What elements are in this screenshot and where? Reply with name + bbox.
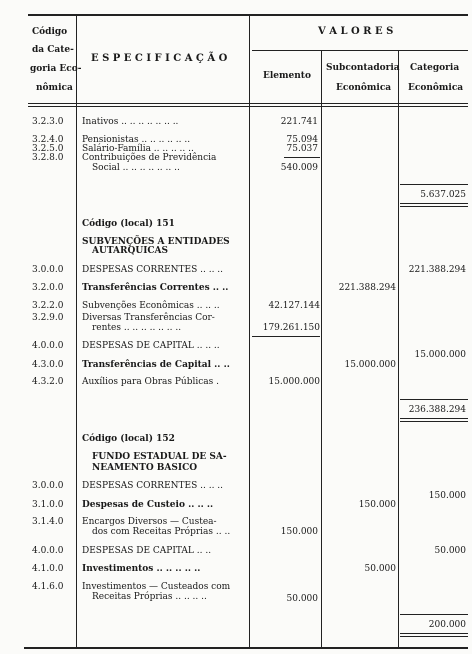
row-desc: Pensionistas .. .. .. .. .. .. xyxy=(82,135,191,145)
total-rule xyxy=(400,184,468,185)
row-desc: Investimentos — Custeados com xyxy=(82,582,231,592)
row-subcontadoria: 15.000.000 xyxy=(344,360,396,370)
row-desc: Receitas Próprias .. .. .. .. xyxy=(92,592,207,602)
total-rule xyxy=(400,614,468,615)
total-rule xyxy=(400,206,468,207)
row-desc: rentes .. .. .. .. .. .. .. xyxy=(92,323,182,333)
row-desc: DESPESAS DE CAPITAL .. .. xyxy=(82,546,212,556)
row-subcontadoria: 221.388.294 xyxy=(338,283,396,293)
header-code-4: nômica xyxy=(36,83,73,93)
row-code: 3.0.0.0 xyxy=(32,481,64,491)
header-valores: V A L O R E S xyxy=(318,26,394,37)
total-rule xyxy=(400,421,468,422)
row-elemento: 75.094 xyxy=(286,135,318,145)
row-code: 4.0.0.0 xyxy=(32,341,64,351)
row-elemento: 50.000 xyxy=(286,594,318,604)
row-code: 3.2.4.0 xyxy=(32,135,64,145)
row-desc: Transferências Correntes .. .. xyxy=(82,283,229,293)
row-code: 4.1.6.0 xyxy=(32,582,64,592)
header-categoria-1: Categoria xyxy=(410,63,460,73)
row-code: 3.1.0.0 xyxy=(32,500,64,510)
row-desc: Inativos .. .. .. .. .. .. .. xyxy=(82,117,179,127)
header-bottom-border-2 xyxy=(28,106,468,107)
row-desc: Auxílios para Obras Públicas . xyxy=(82,377,219,387)
row-desc: Contribuições de Previdência xyxy=(82,153,217,163)
header-code-1: Código xyxy=(32,27,68,37)
row-code: 4.3.2.0 xyxy=(32,377,64,387)
section-code: Código (local) 152 xyxy=(82,434,175,444)
category-total: 5.637.025 xyxy=(420,190,466,200)
row-categoria: 15.000.000 xyxy=(414,350,466,360)
row-categoria: 150.000 xyxy=(428,491,466,501)
row-code: 4.1.0.0 xyxy=(32,564,64,574)
total-rule xyxy=(400,399,468,400)
row-code: 4.3.0.0 xyxy=(32,360,64,370)
row-code: 3.1.4.0 xyxy=(32,517,64,527)
row-elemento: 221.741 xyxy=(280,117,318,127)
row-desc: Subvenções Econômicas .. .. .. xyxy=(82,301,220,311)
section-title: SUBVENÇÕES A ENTIDADES xyxy=(82,237,230,247)
header-subcontadoria-1: Subcontadoria xyxy=(326,63,400,73)
subtotal-line xyxy=(284,157,320,158)
header-code-3: goria Eco- xyxy=(30,64,82,74)
total-rule xyxy=(400,633,468,634)
section-title: FUNDO ESTADUAL DE SA- xyxy=(92,452,227,462)
total-rule xyxy=(400,418,468,419)
row-elemento: 540.009 xyxy=(280,163,318,173)
row-subcontadoria: 150.000 xyxy=(358,500,396,510)
section-title: NEAMENTO BASICO xyxy=(92,463,198,473)
column-divider-elemento xyxy=(321,50,322,647)
subtotal-line xyxy=(252,336,320,337)
top-border xyxy=(28,14,468,16)
row-categoria: 221.388.294 xyxy=(408,265,466,275)
row-code: 4.0.0.0 xyxy=(32,546,64,556)
row-elemento: 15.000.000 xyxy=(268,377,320,387)
row-desc: Diversas Transferências Cor- xyxy=(82,313,215,323)
row-elemento: 42.127.144 xyxy=(268,301,320,311)
row-desc: DESPESAS DE CAPITAL .. .. .. xyxy=(82,341,220,351)
header-especificacao: E S P E C I F I C A Ç Ã O xyxy=(91,53,228,64)
row-code: 3.2.0.0 xyxy=(32,283,64,293)
row-desc: Investimentos .. .. .. .. .. xyxy=(82,564,201,574)
row-desc: DESPESAS CORRENTES .. .. .. xyxy=(82,265,224,275)
section-title: AUTARQUICAS xyxy=(92,246,169,256)
row-desc: Social .. .. .. .. .. .. .. xyxy=(92,163,180,173)
header-subcontadoria-2: Econômica xyxy=(336,83,392,93)
row-elemento: 150.000 xyxy=(280,527,318,537)
row-code: 3.2.5.0 xyxy=(32,144,64,154)
bottom-border xyxy=(24,647,468,649)
row-categoria: 50.000 xyxy=(434,546,466,556)
header-elemento: Elemento xyxy=(263,71,311,81)
row-code: 3.2.2.0 xyxy=(32,301,64,311)
row-code: 3.2.8.0 xyxy=(32,153,64,163)
row-code: 3.0.0.0 xyxy=(32,265,64,275)
row-desc: Salário-Família .. .. .. .. .. xyxy=(82,144,194,154)
row-subcontadoria: 50.000 xyxy=(364,564,396,574)
row-desc: Transferências de Capital .. .. xyxy=(82,360,230,370)
header-bottom-border xyxy=(28,103,468,104)
row-code: 3.2.9.0 xyxy=(32,313,64,323)
valores-divider xyxy=(252,50,468,51)
total-rule xyxy=(400,636,468,637)
row-desc: Encargos Diversos — Custea- xyxy=(82,517,217,527)
column-divider-subcontadoria xyxy=(398,50,399,647)
total-rule xyxy=(400,203,468,204)
row-desc: DESPESAS CORRENTES .. .. .. xyxy=(82,481,224,491)
row-elemento: 75.037 xyxy=(286,144,318,154)
row-code: 3.2.3.0 xyxy=(32,117,64,127)
header-code-2: da Cate- xyxy=(32,45,74,55)
section-code: Código (local) 151 xyxy=(82,219,175,229)
category-total: 200.000 xyxy=(428,620,466,630)
category-total: 236.388.294 xyxy=(408,405,466,415)
row-desc: Despesas de Custeio .. .. .. xyxy=(82,500,214,510)
header-categoria-2: Econômica xyxy=(408,83,464,93)
column-divider-code xyxy=(76,14,77,647)
row-desc: dos com Receitas Próprias .. .. xyxy=(92,527,231,537)
row-elemento: 179.261.150 xyxy=(262,323,320,333)
